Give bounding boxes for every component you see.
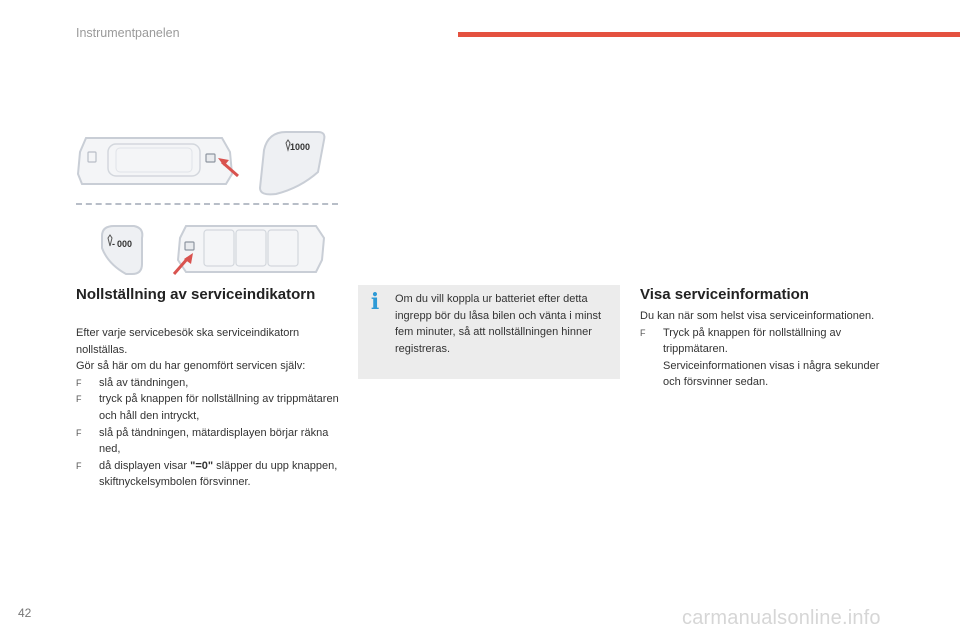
reset-steps xyxy=(76,375,346,491)
illustration-divider xyxy=(76,203,338,205)
instrument-panel-illustration xyxy=(72,126,342,276)
display-step-extra: Serviceinformationen visas i några sekunder och försvinner sedan. xyxy=(663,359,880,389)
bullet-marker: F xyxy=(76,377,82,388)
reset-step-2: tryck på knappen för nollställning av trippmätaren och håll den intryckt, xyxy=(99,393,339,422)
bullet-marker: F xyxy=(76,427,82,438)
info-box-text: Om du vill koppla ur batteriet efter detta ingrepp bör du låsa bilen och vänta i minst fem minuter, så att nollställningen hinner registreras. xyxy=(395,293,602,355)
reset-intro-1: Efter varje servicebesök ska serviceindikatorn nollställas. xyxy=(76,327,300,356)
page-number: 42 xyxy=(18,606,32,620)
display-steps xyxy=(640,325,890,391)
reset-step-4-before: då displayen visar xyxy=(99,459,191,472)
reset-step-4-after: släpper du upp knappen, skiftnyckelsymbolen försvinner. xyxy=(99,459,338,489)
display-section-body xyxy=(640,308,890,391)
info-icon: i xyxy=(370,289,380,315)
list-item xyxy=(76,425,346,458)
display-bottom-value: 000 xyxy=(117,239,133,249)
list-item xyxy=(76,391,346,424)
display-top-value: 1000 xyxy=(290,142,311,152)
display-section-title: Visa serviceinformation xyxy=(640,286,809,303)
reset-section-body xyxy=(76,325,346,491)
list-item xyxy=(640,325,890,391)
bullet-marker: F xyxy=(76,394,82,405)
reset-section-title: Nollställning av serviceindikatorn xyxy=(76,286,316,303)
display-top xyxy=(260,132,324,194)
display-step: Tryck på knappen för nollställning av trippmätaren. xyxy=(663,326,842,356)
reset-step-3: slå på tändningen, mätardisplayen börjar räkna ned, xyxy=(99,426,329,456)
display-value: "=0" xyxy=(190,459,214,472)
display-bottom-prefix: - xyxy=(112,239,115,249)
reset-step-1: slå av tändningen, xyxy=(99,376,189,389)
cluster-bottom xyxy=(174,226,324,274)
header-section-title: Instrumentpanelen xyxy=(76,26,180,40)
cluster-top xyxy=(78,138,238,184)
bullet-marker: F xyxy=(640,327,646,338)
display-bottom xyxy=(102,226,142,274)
list-item xyxy=(76,375,346,392)
list-item xyxy=(76,458,346,491)
reset-intro-2: Gör så här om du har genomfört servicen själv: xyxy=(76,360,306,373)
display-intro: Du kan när som helst visa serviceinformationen. xyxy=(640,310,875,322)
watermark: carmanualsonline.info xyxy=(682,607,881,629)
bullet-marker: F xyxy=(76,460,82,471)
header-accent-bar xyxy=(458,32,960,37)
